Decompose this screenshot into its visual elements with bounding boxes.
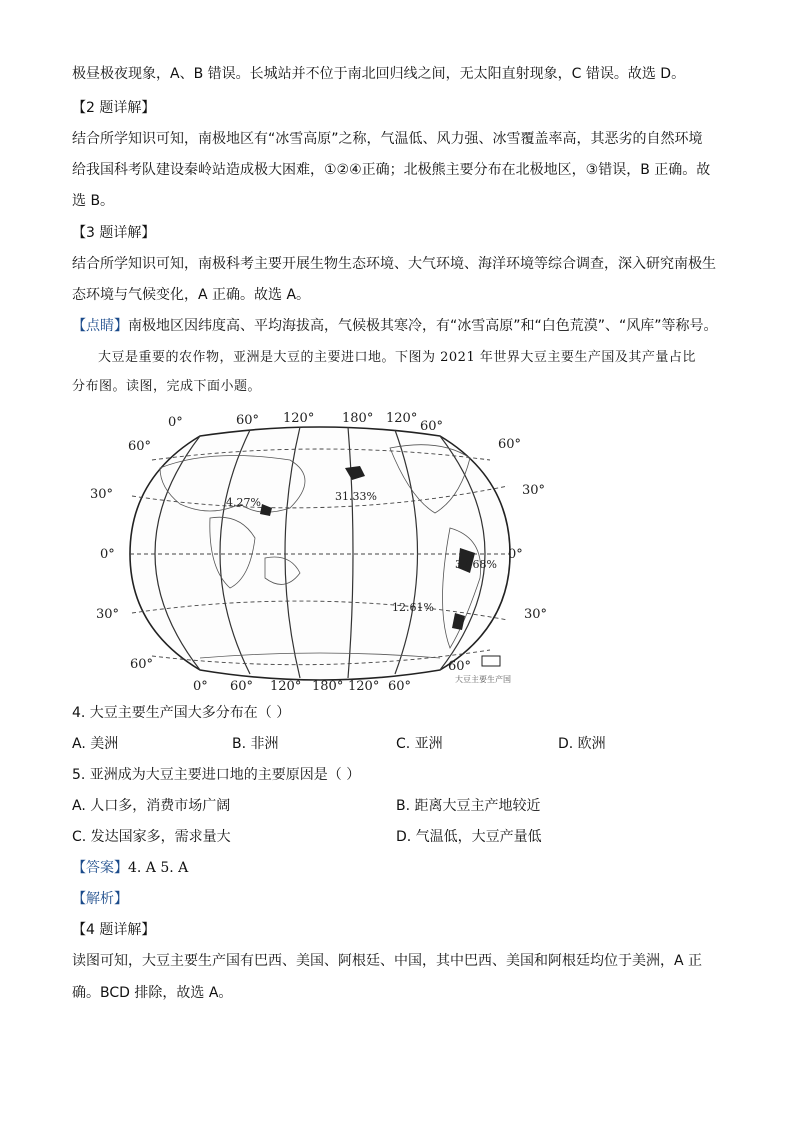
- q4-option-b: B. 非洲: [232, 736, 279, 752]
- bottom-longitude-label: 60°: [388, 679, 412, 694]
- q4-option-a: A. 美洲: [72, 736, 119, 752]
- q5-option-c: C. 发达国家多，需求量大: [72, 829, 231, 845]
- right-latitude-label: 60°: [448, 659, 472, 674]
- legend-label: 大豆主要生产国: [455, 675, 511, 684]
- top-longitude-label: 60°: [236, 413, 260, 428]
- paragraph-line: 极昼极夜现象，A、B 错误。长城站并不位于南北回归线之间，无太阳直射现象，C 错误。故选 D。: [72, 66, 686, 82]
- top-longitude-label: 120°: [386, 411, 418, 426]
- left-latitude-label: 60°: [128, 439, 152, 454]
- key-point-text: 南极地区因纬度高、平均海拔高，气候极其寒冷，有“冰雪高原”和“白色荒漠”、“风库”等称号。: [128, 318, 718, 334]
- right-latitude-label: 0°: [508, 547, 523, 562]
- paragraph-line: 选 B。: [72, 193, 115, 209]
- q5-option-b: B. 距离大豆主产地较近: [396, 798, 541, 814]
- q4-option-d: D. 欧洲: [558, 736, 606, 752]
- paragraph-line: 结合所学知识可知，南极地区有“冰雪高原”之称，气温低、风力强、冰雪覆盖率高，其恶劣的自然环境: [72, 131, 703, 147]
- share-label-argentina: 12.61%: [392, 601, 434, 614]
- bottom-longitude-label: 120°: [270, 679, 302, 694]
- left-latitude-label: 30°: [90, 487, 114, 502]
- left-latitude-label: 0°: [100, 547, 115, 562]
- right-latitude-label: 60°: [498, 437, 522, 452]
- top-longitude-label: 0°: [168, 415, 183, 430]
- share-label-usa: 31.33%: [335, 490, 377, 503]
- top-longitude-label: 60°: [420, 419, 444, 434]
- right-latitude-label: 30°: [522, 483, 546, 498]
- share-label-brazil: 37.68%: [455, 558, 497, 571]
- world-soybean-map: [90, 408, 550, 698]
- legend-swatch: [482, 656, 500, 666]
- q4-option-c: C. 亚洲: [396, 736, 443, 752]
- bottom-longitude-label: 180°: [312, 679, 344, 694]
- bottom-longitude-label: 120°: [348, 679, 380, 694]
- intro-text: 大豆是重要的农作物，亚洲是大豆的主要进口地。下图为 2021 年世界大豆主要生产国及其产量占比: [98, 350, 696, 365]
- section-heading-q4: 【4 题详解】: [72, 922, 156, 938]
- answer-text: 4. A 5. A: [128, 860, 189, 876]
- left-latitude-label: 60°: [130, 657, 154, 672]
- q5-option-a: A. 人口多，消费市场广阔: [72, 798, 231, 814]
- answer-tag: 【答案】: [72, 860, 128, 876]
- right-latitude-label: 30°: [524, 607, 548, 622]
- bottom-longitude-label: 60°: [230, 679, 254, 694]
- section-heading-q2: 【2 题详解】: [72, 100, 156, 116]
- bottom-longitude-labels: [193, 679, 411, 694]
- bottom-longitude-label: 0°: [193, 679, 208, 694]
- question-5-stem: 5. 亚洲成为大豆主要进口地的主要原因是（ ）: [72, 767, 361, 783]
- question-4-stem: 4. 大豆主要生产国大多分布在（ ）: [72, 705, 291, 721]
- top-longitude-label: 180°: [342, 411, 374, 426]
- top-longitude-label: 120°: [283, 411, 315, 426]
- section-heading-q3: 【3 题详解】: [72, 225, 156, 241]
- answer-line: [72, 858, 188, 878]
- key-point-line: [72, 316, 718, 336]
- q5-option-d: D. 气温低，大豆产量低: [396, 829, 542, 845]
- paragraph-line: 确。BCD 排除，故选 A。: [72, 985, 233, 1001]
- analysis-tag: 【解析】: [72, 891, 128, 907]
- intro-text: 分布图。读图，完成下面小题。: [72, 379, 262, 394]
- paragraph-line: 态环境与气候变化，A 正确。故选 A。: [72, 287, 311, 303]
- paragraph-line: 给我国科考队建设秦岭站造成极大困难，①②④正确；北极熊主要分布在北极地区，③错误，B 正确。故: [72, 162, 711, 178]
- left-latitude-label: 30°: [96, 607, 120, 622]
- key-point-tag: 【点睛】: [72, 318, 128, 334]
- paragraph-line: 读图可知，大豆主要生产国有巴西、美国、阿根廷、中国，其中巴西、美国和阿根廷均位于美洲，A 正: [72, 953, 703, 969]
- paragraph-line: 结合所学知识可知，南极科考主要开展生物生态环境、大气环境、海洋环境等综合调查，深入研究南极生: [72, 256, 716, 272]
- share-label-china: 4.27%: [226, 496, 261, 509]
